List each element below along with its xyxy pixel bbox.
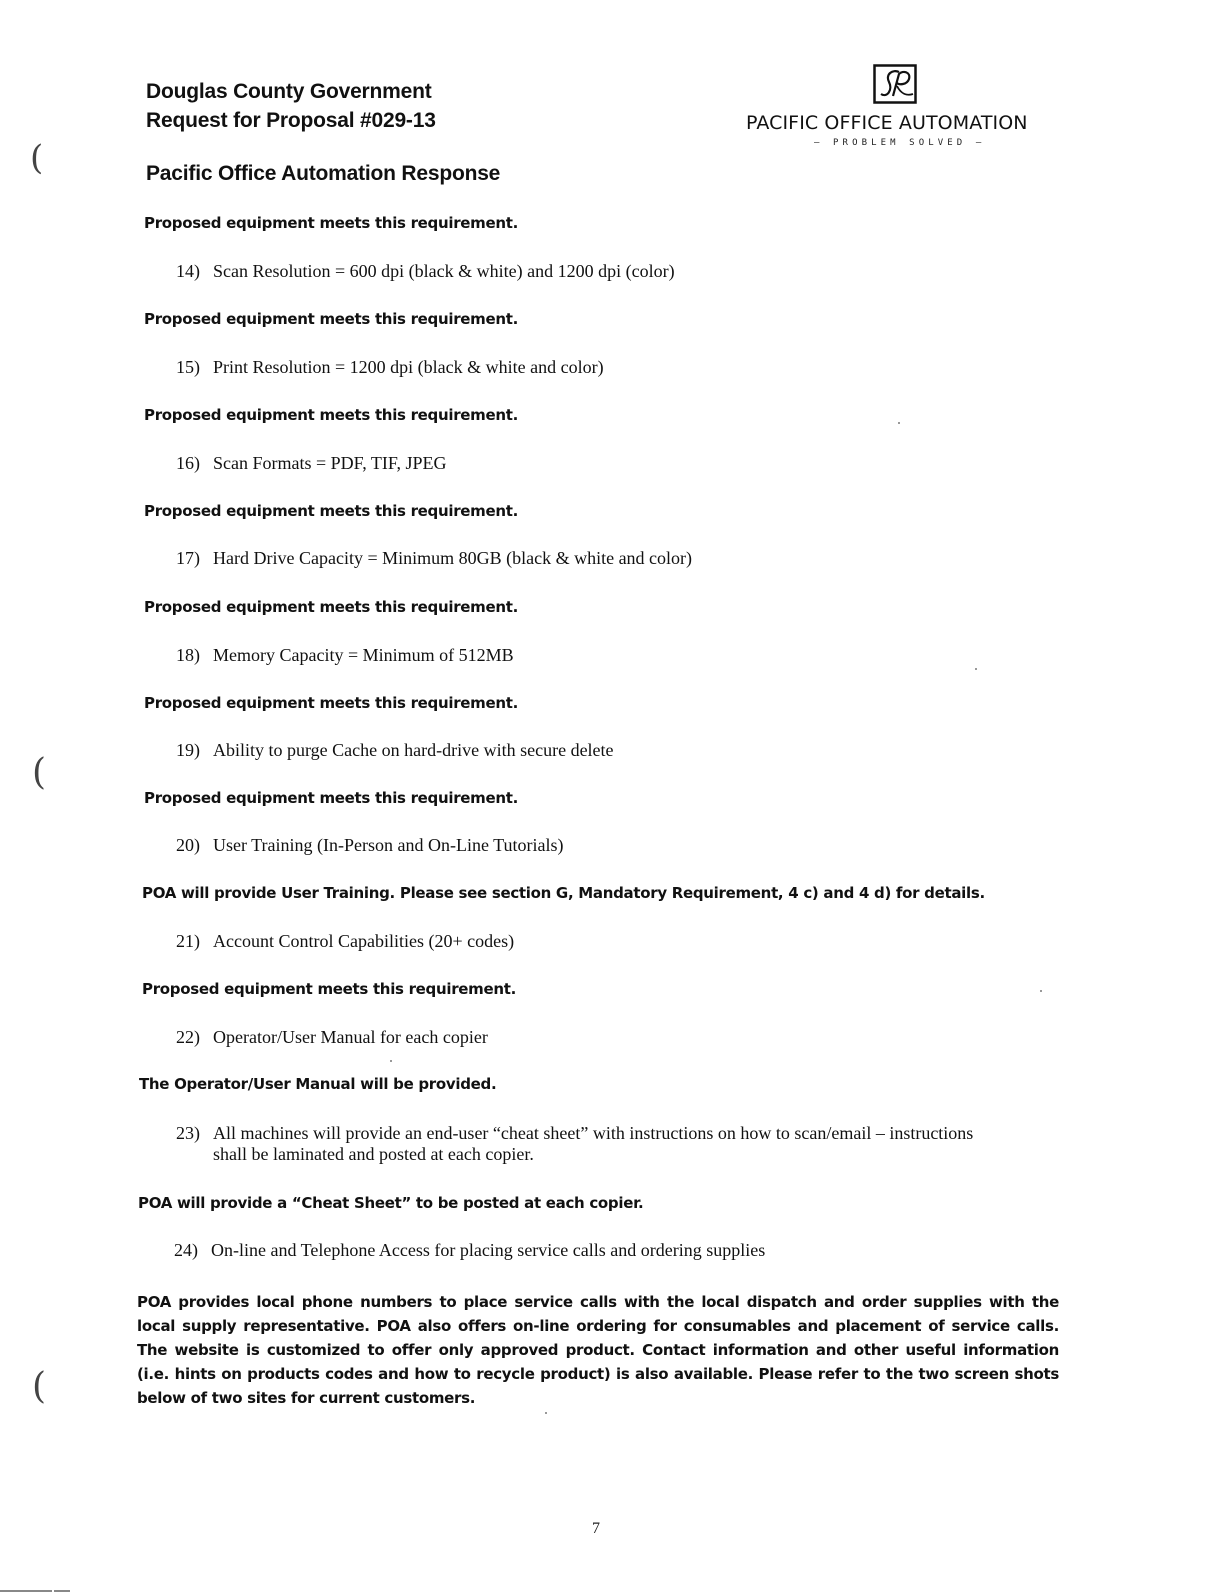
requirement-text: Ability to purge Cache on hard-drive with secure delete: [213, 740, 614, 760]
response-text: POA will provide a “Cheat Sheet” to be posted at each copier.: [138, 1194, 644, 1212]
requirement-text: On-line and Telephone Access for placing service calls and ordering supplies: [211, 1240, 766, 1260]
scan-speck: [390, 1060, 392, 1062]
requirement-item: [176, 931, 514, 952]
response-title: Pacific Office Automation Response: [146, 162, 501, 185]
response-text: Proposed equipment meets this requirement.: [144, 502, 519, 520]
requirement-item: [176, 261, 675, 282]
sp-monogram-icon: [873, 64, 917, 104]
organization-title: Douglas County Government: [146, 80, 432, 103]
response-text: The Operator/User Manual will be provided.: [139, 1075, 497, 1093]
requirement-item: [176, 835, 563, 856]
response-text: Proposed equipment meets this requirement.: [144, 598, 519, 616]
company-tagline: — PROBLEM SOLVED —: [814, 138, 986, 148]
requirement-item: [176, 357, 604, 378]
scan-edge-line: [0, 1590, 52, 1592]
response-text: Proposed equipment meets this requirement.: [142, 980, 517, 998]
scan-speck: [975, 668, 977, 670]
scan-speck: [1040, 990, 1042, 992]
response-text: POA will provide User Training. Please see section G, Mandatory Requirement, 4 c) and 4 d) for details.: [142, 884, 985, 902]
requirement-number: 16): [176, 453, 200, 473]
margin-mark: (: [32, 752, 47, 793]
response-text: Proposed equipment meets this requirement.: [144, 789, 519, 807]
requirement-number: 14): [176, 261, 200, 281]
requirement-item: [176, 740, 614, 761]
requirement-text-continued: shall be laminated and posted at each copier.: [213, 1144, 534, 1164]
response-text: Proposed equipment meets this requirement.: [144, 694, 519, 712]
requirement-item: [176, 548, 692, 569]
final-response-paragraph: POA provides local phone numbers to place service calls with the local dispatch and order supplies with the local supply representative. POA also offers on-line ordering for consumables and placement of service calls. The website is customized to offer only approved product. Contact information and other useful information (i.e. hints on products codes and how to recycle product) is also available. Please refer to the two screen shots below of two sites for current customers.: [137, 1293, 1059, 1407]
requirement-item: [176, 645, 514, 666]
response-text: Proposed equipment meets this requirement.: [144, 406, 519, 424]
requirement-text: Operator/User Manual for each copier: [213, 1027, 488, 1047]
requirement-item: [174, 1240, 765, 1261]
rfp-title: Request for Proposal #029-13: [146, 109, 436, 132]
margin-mark: (: [30, 138, 44, 178]
scan-speck: [898, 422, 900, 424]
scan-edge-line: [54, 1590, 70, 1592]
requirement-text: Hard Drive Capacity = Minimum 80GB (black & white and color): [213, 548, 693, 568]
company-name: PACIFIC OFFICE AUTOMATION: [746, 112, 1028, 134]
requirement-text: All machines will provide an end-user “cheat sheet” with instructions on how to scan/email – instructions: [213, 1123, 974, 1143]
requirement-number: 19): [176, 740, 200, 760]
requirement-text: Scan Resolution = 600 dpi (black & white) and 1200 dpi (color): [213, 261, 675, 281]
requirement-number: 18): [176, 645, 200, 665]
requirement-number: 15): [176, 357, 200, 377]
requirement-text: User Training (In-Person and On-Line Tutorials): [213, 835, 564, 855]
requirement-text: Memory Capacity = Minimum of 512MB: [213, 645, 514, 665]
response-text: Proposed equipment meets this requirement.: [144, 214, 519, 232]
response-text: Proposed equipment meets this requirement.: [144, 310, 519, 328]
requirement-number: 22): [176, 1027, 200, 1047]
requirement-text: Account Control Capabilities (20+ codes): [213, 931, 515, 951]
requirement-number: 17): [176, 548, 200, 568]
requirement-item: [176, 1123, 973, 1165]
margin-mark: (: [32, 1366, 47, 1407]
requirement-item: [176, 453, 446, 474]
requirement-number: 24): [174, 1240, 198, 1260]
requirement-item: [176, 1027, 488, 1048]
requirement-number: 21): [176, 931, 200, 951]
requirement-number: 23): [176, 1123, 200, 1143]
page-number: 7: [592, 1520, 600, 1537]
requirement-text: Scan Formats = PDF, TIF, JPEG: [213, 453, 447, 473]
requirement-text: Print Resolution = 1200 dpi (black & white and color): [213, 357, 604, 377]
requirement-number: 20): [176, 835, 200, 855]
scan-speck: [545, 1412, 547, 1414]
